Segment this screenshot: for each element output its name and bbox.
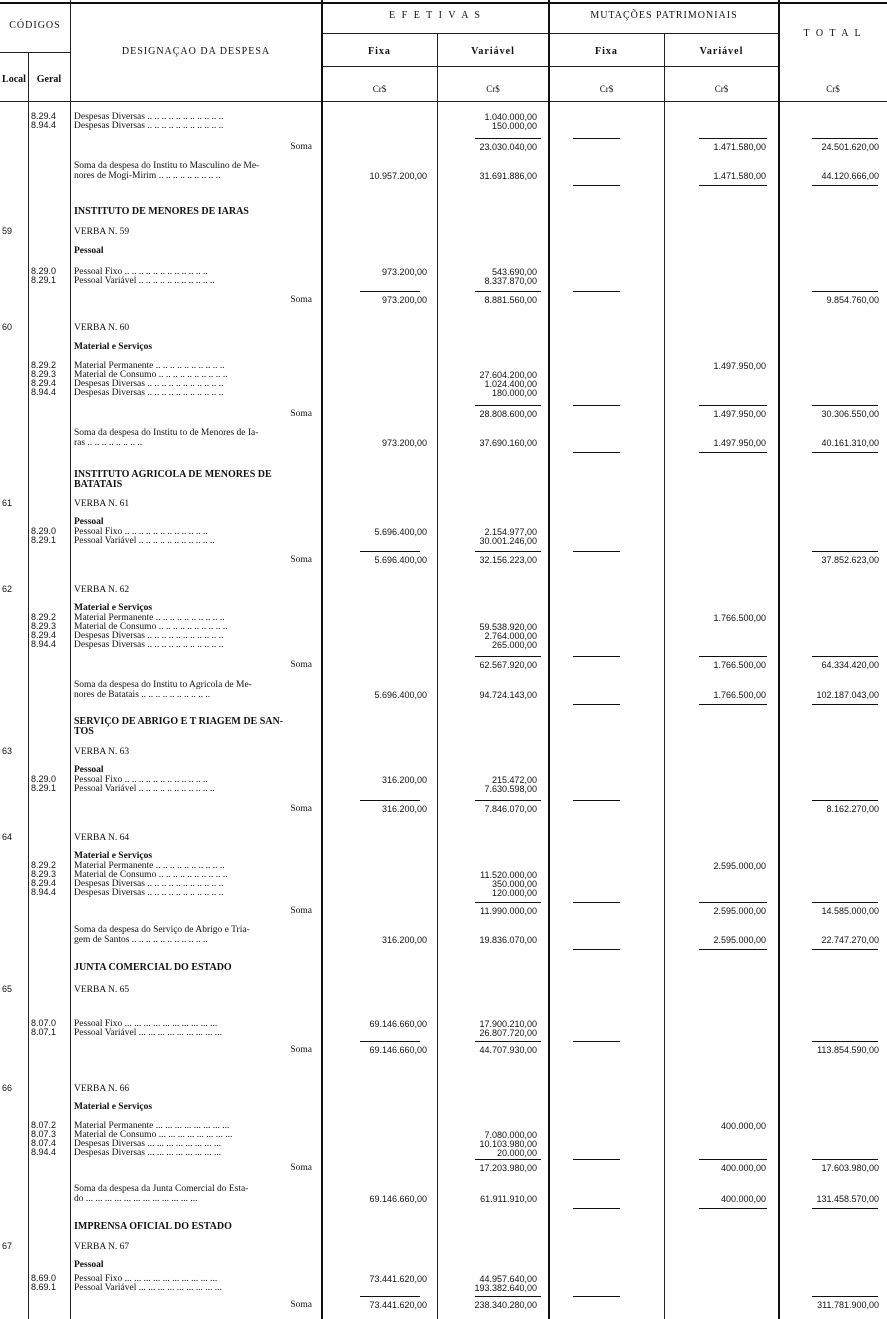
sum-rule [475,656,541,657]
local-code: 64 [2,832,13,842]
amount-ef: 973.200,00 [381,438,427,448]
amount-ev: 350.000,00 [491,879,537,889]
line-description: Despesas Diversas .. .. .. .. .. .. .. .. .. .. .. [74,631,224,641]
amount-ev: 2.764.000,00 [484,631,537,641]
line-description: gem de Santos .. .. .. .. .. .. .. .. .. .. .. [74,935,208,945]
local-code: 66 [2,1083,13,1093]
top-rule [0,2,887,4]
sum-rule [699,656,767,657]
total-rule [699,1208,767,1209]
geral-code: 8.07.2 [31,1120,57,1130]
geral-code: 8.94.4 [31,1147,57,1157]
sum-rule [699,138,767,139]
geral-code: 8.29.3 [31,869,57,879]
col-divider-ef [437,33,438,1319]
total-rule [573,185,620,186]
amount-ef: 69.146.660,00 [369,1019,427,1029]
sum-rule [475,1041,541,1042]
total-rule [573,452,620,453]
total-header: T O T A L [803,28,863,39]
subsection-label: Material e Serviços [74,851,153,861]
line-description: VERBA N. 66 [74,1084,130,1094]
amount-ev: 62.567.920,00 [479,660,537,670]
soma-label: Soma [290,804,312,814]
amount-tot: 9.854.760,00 [826,295,879,305]
line-description: Pessoal Fixo ... ... ... ... ... ... ... ... ... ... [74,1274,218,1284]
line-description: Material de Consumo .. .. .. .. .. .. .. .. .. .. [74,370,228,380]
amount-tot: 37.852.623,00 [821,555,879,565]
amount-ev: 215.472,00 [491,775,537,785]
sum-rule [360,800,420,801]
sum-rule [812,551,878,552]
total-rule [812,1208,878,1209]
sum-rule [699,902,767,903]
amount-mv: 2.595.000,00 [713,935,766,945]
line-description: Despesas Diversas .. .. .. .. .. .. .. .. .. .. .. [74,121,224,131]
line-description: Despesas Diversas ... ... ... ... ... ... ... ... [74,1139,221,1149]
amount-mv: 1.766.500,00 [713,613,766,623]
amount-ev: 61.911.910,00 [480,1194,537,1204]
sum-rule [475,902,541,903]
local-code: 67 [2,1241,13,1251]
line-description: Pessoal Fixo .. .. .. .. .. .. .. .. .. .. .. .. [74,267,208,277]
sum-rule [573,291,620,292]
currency-total: Cr$ [826,84,840,94]
total-rule [573,704,620,705]
line-description: nores de Batatais .. .. .. .. .. .. .. .. .. .. [74,690,211,700]
sum-rule [812,1041,878,1042]
amount-ev: 94.724.143,00 [479,690,537,700]
header-bottom-rule [0,101,887,102]
line-description: VERBA N. 60 [74,323,130,333]
amount-ev: 10.103.980,00 [479,1139,537,1149]
mutacao-fixa-header: Fixa [595,46,618,57]
soma-label: Soma [290,409,312,419]
local-code: 61 [2,498,13,508]
line-description: Pessoal Variável .. .. .. .. .. .. .. .. .. .. .. [74,536,215,546]
soma-label: Soma [290,555,312,565]
section-title: INSTITUTO DE MENORES DE IARAS [74,206,249,217]
geral-code: 8.29.2 [31,360,57,370]
sum-rule [573,138,620,139]
sum-rule [573,902,620,903]
line-description: Despesas Diversas ... ... ... ... ... ... ... ... [74,1148,221,1158]
sum-rule [812,1159,878,1160]
geral-code: 8.94.4 [31,887,57,897]
section-title: JUNTA COMERCIAL DO ESTADO [74,962,232,973]
sum-rule [475,800,541,801]
amount-ev: 11.990.000,00 [480,906,537,916]
amount-ev: 19.836.070,00 [479,935,537,945]
amount-ef: 69.146.660,00 [369,1194,427,1204]
amount-ev: 44.707.930,00 [479,1045,537,1055]
line-description: Pessoal Variável .. .. .. .. .. .. .. .. .. .. .. [74,276,215,286]
line-description: ras .. .. .. .. .. .. .. .. [74,438,143,448]
amount-mv: 1.497.950,00 [713,361,766,371]
total-rule [812,452,878,453]
col-divider-efetivas [548,0,550,1319]
amount-tot: 44.120.666,00 [821,171,879,181]
line-description: Material de Consumo ... ... ... ... ... ... ... ... [74,1130,233,1140]
mutacao-variavel-header: Variável [699,46,744,57]
amount-tot: 131.458.570,00 [816,1194,879,1204]
amount-tot: 14.585.000,00 [821,906,879,916]
col-divider-geral [70,0,71,1319]
sum-rule [573,405,620,406]
amount-ev: 265.000,00 [491,640,537,650]
sum-rule [573,1296,620,1297]
soma-label: Soma [290,1163,312,1173]
sum-rule [475,138,541,139]
total-rule [699,185,767,186]
subheader-rule [322,66,779,67]
line-description: Despesas Diversas .. .. .. .. .. .. .. .. .. .. .. [74,640,224,650]
sum-rule [573,1041,620,1042]
total-rule [812,704,878,705]
amount-tot: 24.501.620,00 [821,142,879,152]
amount-ev: 543.690,00 [491,267,537,277]
codigos-rule [0,52,70,53]
geral-code: 8.94.4 [31,120,57,130]
geral-code: 8.69.0 [31,1273,57,1283]
sum-rule [812,1296,878,1297]
line-description: Despesas Diversas .. .. .. .. .. .. .. .. .. .. .. [74,112,224,122]
line-description: Soma da despesa do Institu to Masculino de Me- [74,161,260,171]
sum-rule [812,138,878,139]
amount-ev: 37.690.160,00 [479,438,537,448]
sum-rule [573,551,620,552]
geral-code: 8.29.1 [31,275,57,285]
line-description: VERBA N. 65 [74,985,130,995]
amount-ev: 150.000,00 [491,121,537,131]
amount-ef: 973.200,00 [381,295,427,305]
geral-code: 8.94.4 [31,639,57,649]
line-description: Soma da despesa do Institu to Agricola de Me- [74,680,252,690]
total-rule [573,1208,620,1209]
line-description: Despesas Diversas .. .. .. .. .. .. .. .. .. .. .. [74,388,224,398]
section-title: INSTITUTO AGRICOLA DE MENORES DE [74,469,272,480]
geral-code: 8.29.0 [31,266,57,276]
line-description: Material de Consumo .. .. .. .. .. .. .. .. .. .. [74,870,228,880]
amount-ev: 238.340.280,00 [474,1300,537,1310]
section-title: IMPRENSA OFICIAL DO ESTADO [74,1221,232,1232]
amount-ev: 28.808.600,00 [479,409,537,419]
line-description: Material de Consumo .. .. .. .. .. .. .. .. .. .. [74,622,228,632]
amount-ev: 17.900.210,00 [479,1019,537,1029]
soma-label: Soma [290,142,312,152]
geral-code: 8.29.0 [31,526,57,536]
geral-code: 8.29.2 [31,860,57,870]
subsection-label: Material e Serviços [74,342,153,352]
amount-ef: 5.696.400,00 [374,527,427,537]
geral-code: 8.29.4 [31,630,57,640]
geral-code: 8.29.3 [31,621,57,631]
amount-ev: 26.807.720,00 [479,1028,537,1038]
currency-ef: Cr$ [372,84,387,94]
line-description: do ... ... ... ... ... ... ... ... ... ... ... ... [74,1194,198,1204]
designacao-header: DESIGNAÇAO DA DESPESA [121,46,271,57]
currency-mf: Cr$ [599,84,614,94]
geral-code: 8.29.4 [31,378,57,388]
amount-ef: 69.146.660,00 [369,1045,427,1055]
total-rule [699,452,767,453]
geral-code: 8.07.4 [31,1138,57,1148]
amount-ev: 120.000,00 [491,888,537,898]
line-description: Material Permanente .. .. .. .. .. .. .. .. .. .. [74,861,225,871]
line-description: Despesas Diversas .. .. .. .. .. .. .. .. .. .. .. [74,888,224,898]
soma-label: Soma [290,660,312,670]
amount-ef: 316.200,00 [381,935,427,945]
soma-label: Soma [290,1045,312,1055]
local-header: Local [2,74,26,85]
amount-ev: 1.024.400,00 [484,379,537,389]
amount-tot: 8.162.270,00 [826,804,879,814]
line-description: Pessoal Fixo .. .. .. .. .. .. .. .. .. .. .. .. [74,527,208,537]
line-description: VERBA N. 64 [74,833,130,843]
amount-ev: 23.030.040,00 [479,142,537,152]
amount-mv: 2.595.000,00 [713,906,766,916]
subsection-label: Material e Serviços [74,603,153,613]
amount-ev: 31.691.886,00 [479,171,537,181]
line-description: VERBA N. 62 [74,585,130,595]
line-description: VERBA N. 63 [74,747,130,757]
sum-rule [475,551,541,552]
geral-code: 8.29.2 [31,612,57,622]
amount-tot: 113.854.590,00 [817,1045,879,1055]
line-description: VERBA N. 67 [74,1242,130,1252]
amount-ev: 2.154.977,00 [484,527,537,537]
soma-label: Soma [290,295,312,305]
sum-rule [812,291,878,292]
line-description: Pessoal Variável .. .. .. .. .. .. .. .. .. .. .. [74,784,215,794]
amount-mv: 2.595.000,00 [713,861,766,871]
amount-mv: 400.000,00 [720,1163,766,1173]
amount-ev: 11.520.000,00 [480,870,537,880]
sum-rule [812,800,878,801]
sum-rule [475,1159,541,1160]
line-description: nores de Mogi-Mirim .. .. .. .. .. .. .. .. .. [74,171,221,181]
efetivas-header: E F E T I V A S [389,10,482,21]
sum-rule [699,405,767,406]
line-description: Material Permanente .. .. .. .. .. .. .. .. .. .. [74,613,225,623]
amount-mv: 1.471.580,00 [713,171,766,181]
efetiva-variavel-header: Variável [471,46,515,57]
amount-tot: 311.781.900,00 [817,1300,879,1310]
geral-code: 8.07.0 [31,1018,57,1028]
col-divider-local [28,52,29,1319]
line-description: Soma da despesa da Junta Comercial do Esta- [74,1184,249,1194]
section-title: BATATAIS [74,479,123,490]
local-code: 59 [2,226,13,236]
line-description: Despesas Diversas .. .. .. .. .. .. .. .. .. .. .. [74,879,224,889]
line-description: Pessoal Variável ... ... ... ... ... ... ... ... ... [74,1028,222,1038]
amount-mv: 400.000,00 [720,1121,766,1131]
amount-ef: 10.957.200,00 [369,171,427,181]
amount-ev: 17.203.980,00 [479,1163,537,1173]
amount-tot: 17.603.980,00 [821,1163,879,1173]
currency-ev: Cr$ [486,84,500,94]
efetiva-fixa-header: Fixa [368,46,391,57]
subsection-label: Pessoal [74,246,104,256]
line-description: Despesas Diversas .. .. .. .. .. .. .. .. .. .. .. [74,379,224,389]
total-rule [699,704,767,705]
sum-rule [812,902,878,903]
amount-ev: 7.846.070,00 [484,804,537,814]
line-description: Soma da despesa do Institu to de Menores de Ia- [74,428,259,438]
soma-label: Soma [290,1300,312,1310]
geral-code: 8.29.1 [31,535,57,545]
line-description: Pessoal Variável ... ... ... ... ... ... ... ... ... [74,1283,222,1293]
amount-tot: 30.306.550,00 [821,409,879,419]
total-rule [699,949,767,950]
line-description: Material Permanente ... ... ... ... ... ... ... ... [74,1121,230,1131]
sum-rule [475,1296,541,1297]
subsection-label: Pessoal [74,765,104,775]
geral-code: 8.94.4 [31,387,57,397]
amount-ev: 8.881.560,00 [484,295,537,305]
geral-code: 8.29.0 [31,774,57,784]
amount-ev: 30.001.246,00 [479,536,537,546]
amount-ev: 27.604.200,00 [479,370,537,380]
local-code: 63 [2,746,13,756]
line-description: Pessoal Fixo .. .. .. .. .. .. .. .. .. .. .. .. [74,775,208,785]
amount-mv: 1.497.950,00 [713,438,766,448]
amount-ef: 316.200,00 [381,804,427,814]
sum-rule [699,1159,767,1160]
amount-ef: 73.441.620,00 [369,1274,427,1284]
section-title: TOS [74,726,94,737]
amount-ev: 1.040.000,00 [484,112,537,122]
sum-rule [360,551,420,552]
total-rule [812,949,878,950]
amount-ev: 193.382.640,00 [474,1283,537,1293]
mutacoes-header: MUTAÇÕES PATRIMONIAIS [590,10,738,21]
line-description: Pessoal Fixo ... ... ... ... ... ... ... ... ... ... [74,1019,218,1029]
sum-rule [360,291,420,292]
geral-code: 8.69.1 [31,1282,57,1292]
amount-mv: 1.471.580,00 [713,142,766,152]
line-description: Material Permanente .. .. .. .. .. .. .. .. .. .. [74,361,225,371]
subsection-label: Pessoal [74,517,104,527]
amount-tot: 102.187.043,00 [816,690,879,700]
amount-ev: 8.337.870,00 [484,276,537,286]
amount-tot: 22.747.270,00 [821,935,879,945]
codigos-header: CÓDIGOS [9,20,61,31]
col-divider-desc [321,0,323,1319]
amount-mv: 1.497.950,00 [713,409,766,419]
amount-ef: 5.696.400,00 [374,690,427,700]
amount-mv: 400.000,00 [720,1194,766,1204]
geral-code: 8.29.4 [31,111,57,121]
geral-code: 8.07.1 [31,1027,57,1037]
geral-header: Geral [36,74,62,85]
amount-ev: 7.630.598,00 [484,784,537,794]
local-code: 60 [2,322,13,332]
soma-label: Soma [290,906,312,916]
geral-code: 8.07.3 [31,1129,57,1139]
amount-ef: 973.200,00 [381,267,427,277]
amount-ev: 32.156.223,00 [479,555,537,565]
sum-rule [573,1159,620,1160]
amount-tot: 64.334.420,00 [821,660,879,670]
sum-rule [573,656,620,657]
amount-ef: 5.696.400,00 [374,555,427,565]
sum-rule [573,800,620,801]
sum-rule [360,1296,420,1297]
geral-code: 8.29.4 [31,878,57,888]
amount-ef: 316.200,00 [381,775,427,785]
amount-tot: 40.161.310,00 [821,438,879,448]
section-title: SERVIÇO DE ABRIGO E T RIAGEM DE SAN- [74,716,284,727]
total-rule [812,185,878,186]
amount-ef: 73.441.620,00 [369,1300,427,1310]
sum-rule [360,1041,420,1042]
subsection-label: Pessoal [74,1260,104,1270]
amount-ev: 20.000,00 [496,1148,537,1158]
geral-code: 8.29.3 [31,369,57,379]
amount-ev: 59.538.920,00 [479,622,537,632]
amount-ev: 7.080.000,00 [484,1130,537,1140]
line-description: Soma da despesa do Serviço de Abrigo e Tria- [74,925,250,935]
sum-rule [475,291,541,292]
sum-rule [812,405,878,406]
line-description: VERBA N. 61 [74,499,130,509]
amount-mv: 1.766.500,00 [713,690,766,700]
group-rule [322,33,779,34]
local-code: 65 [2,984,13,994]
subsection-label: Material e Serviços [74,1102,153,1112]
total-rule [573,949,620,950]
amount-ev: 180.000,00 [491,388,537,398]
amount-mv: 1.766.500,00 [713,660,766,670]
sum-rule [812,656,878,657]
local-code: 62 [2,584,13,594]
currency-mv: Cr$ [714,84,729,94]
amount-ev: 44.957.640,00 [479,1274,537,1284]
sum-rule [475,405,541,406]
geral-code: 8.29.1 [31,783,57,793]
line-description: VERBA N. 59 [74,227,130,237]
